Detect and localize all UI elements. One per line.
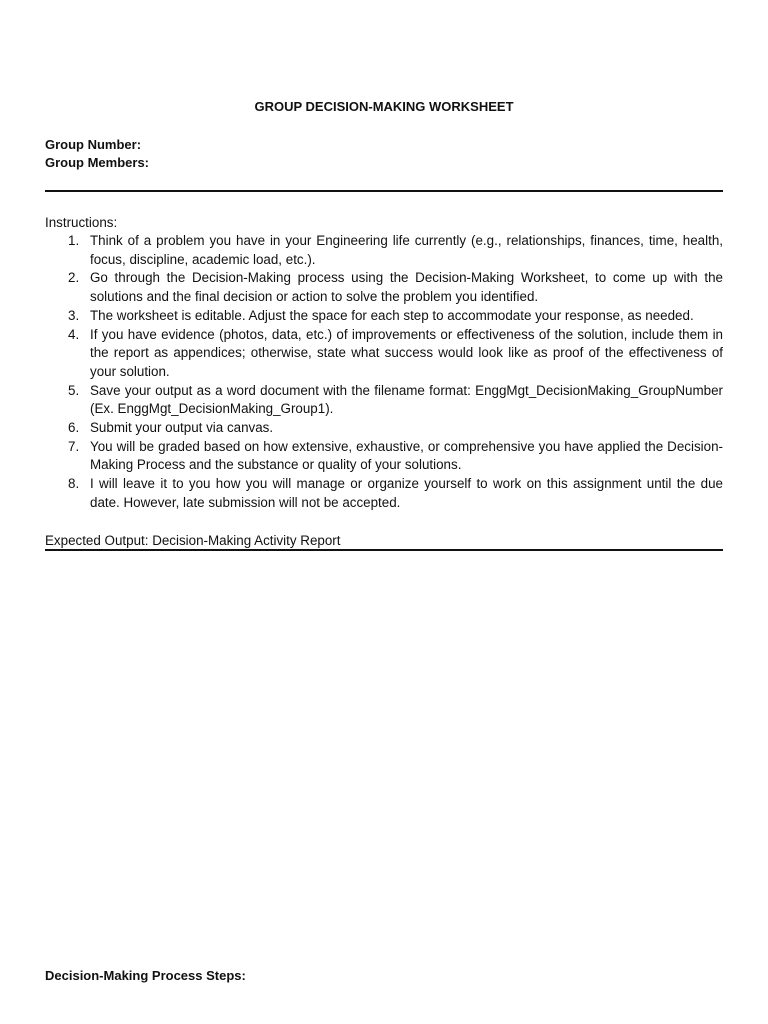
instruction-text: If you have evidence (photos, data, etc.) of improvements or effectiveness of the solution, include them in the report as appendices; otherwise, state what success would look like as proof of the effectiveness of your solution. xyxy=(90,326,723,379)
instruction-number: 8. xyxy=(68,476,80,492)
instruction-number: 1. xyxy=(68,233,80,248)
instruction-item xyxy=(45,475,723,512)
instruction-text: You will be graded based on how extensive, exhaustive, or comprehensive you have applied the Decision-Making Process and the substance or quality of your solutions. xyxy=(90,438,723,473)
instruction-number: 2. xyxy=(68,270,80,286)
instructions-list xyxy=(45,232,723,513)
instruction-number: 7. xyxy=(68,438,80,454)
instruction-item xyxy=(45,382,723,419)
instruction-text: Think of a problem you have in your Engineering life currently (e.g., relationships, finances, time, health, focus, discipline, academic load, etc.). xyxy=(90,233,723,267)
group-members-label: Group Members: xyxy=(45,155,150,170)
instruction-item xyxy=(45,307,723,326)
instruction-item xyxy=(45,326,723,382)
instruction-text: Submit your output via canvas. xyxy=(90,420,274,436)
document-page xyxy=(45,0,723,1024)
instruction-item xyxy=(45,269,723,306)
expected-output-divider xyxy=(45,549,723,551)
instruction-number: 3. xyxy=(68,307,80,323)
instruction-number: 6. xyxy=(68,420,80,436)
expected-output: Expected Output: Decision-Making Activity Report xyxy=(45,533,341,548)
instruction-text: Go through the Decision-Making process using the Decision-Making Worksheet, to come up with the solutions and the final decision or action to solve the problem you identified. xyxy=(90,270,723,305)
instruction-number: 5. xyxy=(68,382,80,398)
header-divider xyxy=(45,190,723,192)
instructions-heading: Instructions: xyxy=(45,215,118,230)
instruction-text: I will leave it to you how you will manage or organize yourself to work on this assignment until the due date. However, late submission will not be accepted. xyxy=(90,476,723,510)
document-title: GROUP DECISION-MAKING WORKSHEET xyxy=(254,99,514,114)
instruction-number: 4. xyxy=(68,326,80,342)
instruction-item xyxy=(45,232,723,269)
process-steps-heading: Decision-Making Process Steps: xyxy=(45,968,246,983)
instruction-text: Save your output as a word document with the filename format: EnggMgt_DecisionMaking_GroupNumber (Ex. EnggMgt_DecisionMaking_Group1). xyxy=(90,382,723,417)
instruction-item xyxy=(45,438,723,475)
instruction-item xyxy=(45,419,723,438)
instruction-text: The worksheet is editable. Adjust the space for each step to accommodate your response, as needed. xyxy=(90,307,694,323)
group-number-label: Group Number: xyxy=(45,137,142,152)
